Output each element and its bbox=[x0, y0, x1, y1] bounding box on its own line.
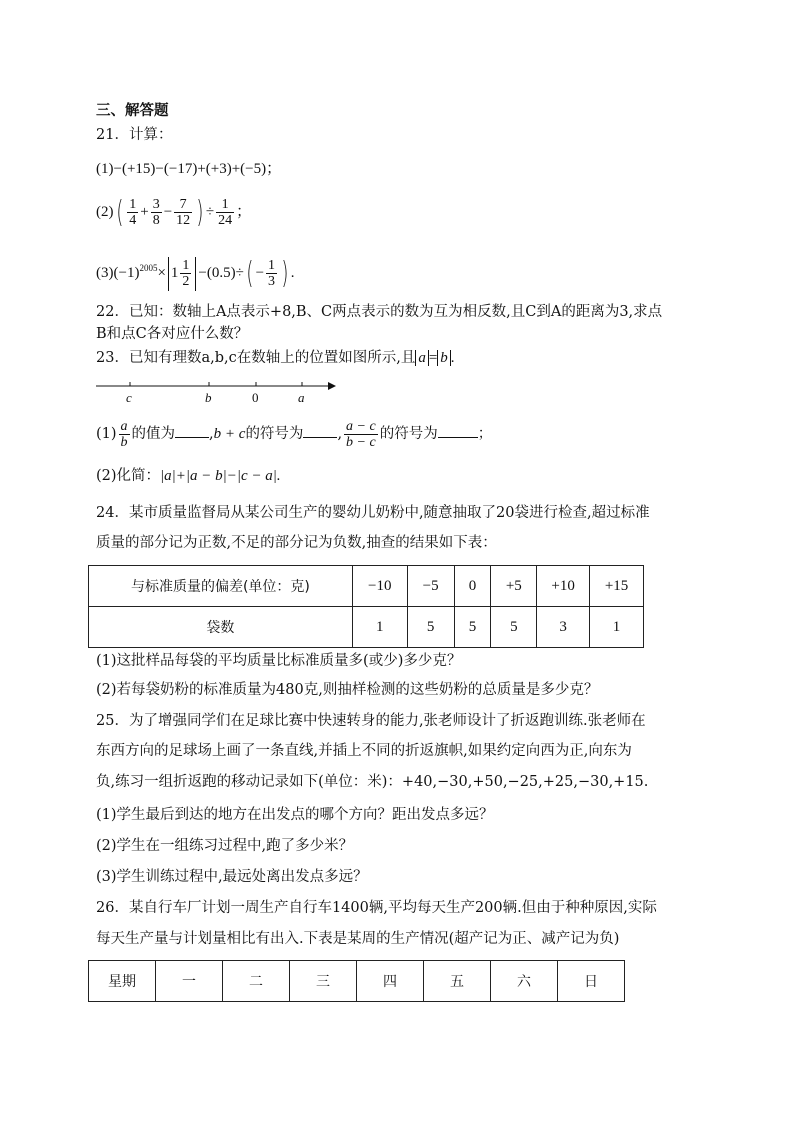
answer-blank-3[interactable] bbox=[438, 423, 478, 438]
q21-part1-label: (1) bbox=[96, 161, 114, 177]
table-cell: 0 bbox=[454, 566, 491, 607]
q25-sub1: (1)学生最后到达的地方在出发点的哪个方向？距出发点多远？ bbox=[96, 807, 494, 823]
q25-sub2: (2)学生在一组练习过程中,跑了多少米？ bbox=[96, 838, 354, 854]
label-zero: 0 bbox=[252, 390, 259, 405]
label-c: c bbox=[126, 390, 132, 405]
table-cell: 三 bbox=[290, 961, 357, 1002]
q23-text: 的值为 bbox=[131, 426, 176, 442]
mixed-integer: 1 bbox=[170, 265, 179, 281]
table-cell: 六 bbox=[491, 961, 558, 1002]
table-cell: 5 bbox=[491, 607, 537, 648]
fraction-1-4: $\frac{1}{4}$ bbox=[129, 197, 137, 229]
terminator: ； bbox=[236, 204, 252, 220]
label-a: a bbox=[298, 390, 305, 405]
abs-b: b bbox=[437, 350, 451, 366]
table-row bbox=[89, 961, 625, 1002]
q21-part3-label: (3) bbox=[96, 265, 114, 281]
table-cell: 日 bbox=[558, 961, 625, 1002]
q23-stem: 23．已知有理数a,b,c在数轴上的位置如图所示,且 bbox=[96, 350, 416, 366]
operator: ÷ bbox=[205, 204, 215, 220]
operator: × bbox=[157, 265, 166, 281]
section-title: 三、解答题 bbox=[96, 103, 169, 119]
table-cell: 5 bbox=[407, 607, 454, 648]
operator: + bbox=[140, 204, 149, 220]
table-cell: −5 bbox=[407, 566, 454, 607]
q25-line2: 东西方向的足球场上画了一条直线,并插上不同的折返旗帜,如果约定向西为正,向东为 bbox=[96, 743, 632, 759]
comma: , bbox=[209, 426, 214, 442]
q24-line1: 24．某市质量监督局从某公司生产的婴幼儿奶粉中,随意抽取了20袋进行检查,超过标准 bbox=[96, 505, 650, 521]
q26-line2: 每天生产量与计划量相比有出入.下表是某周的生产情况(超产记为正、减产记为负) bbox=[96, 931, 620, 947]
equals: = bbox=[428, 350, 438, 366]
q23-text: 的符号为 bbox=[379, 426, 438, 442]
terminator: . bbox=[290, 265, 295, 281]
negative-sign: − bbox=[255, 265, 265, 281]
q21-stem: 21．计算： bbox=[96, 127, 173, 143]
table-cell: 四 bbox=[357, 961, 424, 1002]
q24-line2: 质量的部分记为正数,不足的部分记为负数,抽查的结果如下表： bbox=[96, 535, 497, 551]
q26-line1: 26．某自行车厂计划一周生产自行车1400辆,平均每天生产200辆.但由于种种原因,实际 bbox=[96, 900, 657, 916]
q21-part1 bbox=[96, 159, 281, 179]
table-cell: 1 bbox=[352, 607, 407, 648]
fraction-a-b: $\frac{a}{b}$ bbox=[120, 418, 128, 450]
q24-sub1: (1)这批样品每袋的平均质量比标准质量多(或少)多少克？ bbox=[96, 653, 462, 669]
q23-part1-label: (1) bbox=[96, 426, 117, 442]
answer-blank-2[interactable] bbox=[303, 423, 337, 438]
q23-text: 的符号为 bbox=[245, 426, 304, 442]
fraction-1-3: $\frac{1}{3}$ bbox=[268, 258, 276, 290]
table-cell: 1 bbox=[590, 607, 644, 648]
q25-sub3: (3)学生训练过程中,最远处离出发点多远？ bbox=[96, 869, 368, 885]
table-row-header: 袋数 bbox=[89, 607, 353, 648]
q26-production-table bbox=[88, 960, 625, 1002]
q21-part2 bbox=[96, 194, 251, 230]
fraction-1-24: $\frac{1}{24}$ bbox=[218, 197, 233, 229]
table-cell: 5 bbox=[454, 607, 491, 648]
expr-b-plus-c: b + c bbox=[213, 426, 246, 442]
q24-sub2: (2)若每袋奶粉的标准质量为480克,则抽样检测的这些奶粉的总质量是多少克？ bbox=[96, 682, 599, 698]
q23-part1 bbox=[96, 416, 492, 452]
q21-part1-expr: −(+15)−(−17)+(+3)+(−5)； bbox=[113, 161, 282, 177]
power-base: (−1) bbox=[113, 265, 140, 281]
table-cell: +15 bbox=[590, 566, 644, 607]
q23-part2-label: (2)化简： bbox=[96, 468, 161, 484]
q23-part2-expr: |a|+|a − b|−|c − a|. bbox=[160, 468, 281, 484]
table-cell: 二 bbox=[223, 961, 290, 1002]
right-paren: ) bbox=[281, 255, 289, 291]
comma: , bbox=[337, 426, 343, 442]
q25-line3: 负,练习一组折返跑的移动记录如下(单位：米)：+40,−30,+50,−25,+25,−30,+15. bbox=[96, 774, 649, 790]
operator: − bbox=[163, 204, 173, 220]
q25-line1: 25．为了增强同学们在足球比赛中快速转身的能力,张老师设计了折返跑训练.张老师在 bbox=[96, 713, 646, 729]
table-cell: 3 bbox=[537, 607, 590, 648]
table-cell: 五 bbox=[424, 961, 491, 1002]
q23-part2 bbox=[96, 466, 281, 486]
terminator: ； bbox=[477, 426, 493, 442]
table-row-header: 与标准质量的偏差(单位：克) bbox=[89, 566, 353, 607]
fraction-1-2: $\frac{1}{2}$ bbox=[182, 258, 190, 290]
q22-line2: B和点C各对应什么数？ bbox=[96, 326, 249, 342]
answer-blank-1[interactable] bbox=[175, 423, 209, 438]
q21-part3-mid: −(0.5)÷ bbox=[198, 265, 244, 281]
abs-bar-right bbox=[195, 257, 196, 291]
fraction-7-12: $\frac{7}{12}$ bbox=[176, 197, 191, 229]
abs-a: a bbox=[415, 350, 429, 366]
arrow-right-icon bbox=[328, 382, 336, 390]
power-exponent: 2005 bbox=[139, 263, 158, 273]
terminator: . bbox=[450, 350, 455, 366]
right-paren: ) bbox=[196, 194, 204, 230]
table-row bbox=[89, 607, 644, 648]
table-cell: +5 bbox=[491, 566, 537, 607]
abs-bar-left bbox=[168, 257, 169, 291]
q22-line1: 22．已知：数轴上A点表示+8,B、C两点表示的数为互为相反数,且C到A的距离为3,求点 bbox=[96, 304, 663, 320]
left-paren: ( bbox=[246, 255, 254, 291]
q24-deviation-table bbox=[88, 565, 644, 648]
table-row-header: 星期 bbox=[89, 961, 156, 1002]
label-b: b bbox=[205, 390, 212, 405]
table-cell: +10 bbox=[537, 566, 590, 607]
left-paren: ( bbox=[115, 194, 123, 230]
q23-line1 bbox=[96, 348, 455, 368]
table-row bbox=[89, 566, 644, 607]
fraction-a-c-b-c: $\frac{a - c}{b - c}$ bbox=[346, 418, 376, 450]
fraction-3-8: $\frac{3}{8}$ bbox=[152, 197, 160, 229]
q21-part2-label: (2) bbox=[96, 204, 114, 220]
table-cell: −10 bbox=[352, 566, 407, 607]
table-cell: 一 bbox=[156, 961, 223, 1002]
q21-part3 bbox=[96, 250, 295, 291]
